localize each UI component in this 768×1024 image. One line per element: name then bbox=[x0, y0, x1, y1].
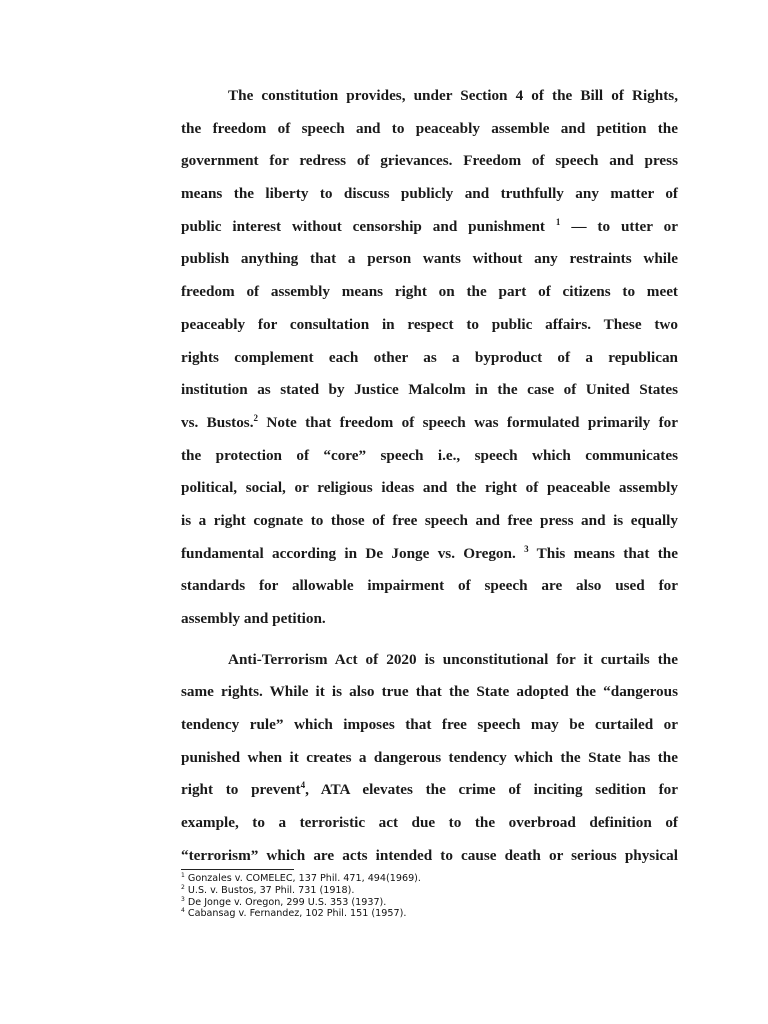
line-content bbox=[181, 576, 678, 596]
paragraph bbox=[181, 650, 678, 879]
footnote-number: 1 bbox=[181, 872, 185, 879]
text-segment: tendency rule” which imposes that free speech may be curtailed or bbox=[181, 716, 678, 734]
text-segment: Note that freedom of speech was formulated primarily for bbox=[258, 413, 678, 431]
footnote-reference[interactable]: 1 bbox=[555, 216, 561, 227]
line-content bbox=[181, 748, 678, 768]
body-text bbox=[181, 86, 678, 887]
line-content bbox=[181, 446, 678, 466]
line-content bbox=[181, 780, 678, 800]
text-line bbox=[181, 184, 678, 217]
text-segment: example, to a terroristic act due to the overbroad definition of bbox=[181, 814, 678, 832]
text-line bbox=[181, 86, 678, 119]
text-line bbox=[181, 576, 678, 609]
text-segment: — to utter or bbox=[560, 217, 678, 235]
line-content bbox=[181, 813, 678, 833]
text-segment: fundamental according in De Jonge vs. Oregon. bbox=[181, 544, 525, 562]
text-segment: vs. Bustos. bbox=[181, 413, 254, 431]
text-segment: freedom of assembly means right on the part of citizens to meet bbox=[181, 283, 678, 301]
line-content bbox=[181, 715, 678, 735]
footnotes bbox=[181, 873, 421, 920]
line-content bbox=[181, 315, 678, 335]
line-content bbox=[181, 184, 678, 204]
text-line bbox=[181, 609, 678, 642]
footnote-text: U.S. v. Bustos, 37 Phil. 731 (1918). bbox=[187, 884, 355, 896]
text-line bbox=[181, 650, 678, 683]
text-segment: government for redress of grievances. Freedom of speech and press bbox=[181, 152, 678, 170]
line-content bbox=[181, 380, 678, 400]
footnote-number: 3 bbox=[181, 895, 185, 903]
line-content bbox=[181, 413, 678, 433]
footnote-divider bbox=[181, 869, 294, 870]
text-segment: political, social, or religious ideas and the right of peaceable assembly bbox=[181, 479, 678, 497]
text-line bbox=[181, 478, 678, 511]
text-segment: , ATA elevates the crime of inciting sedition for bbox=[305, 781, 678, 799]
text-segment: The constitution provides, under Section 4 of the Bill of Rights, bbox=[228, 87, 678, 104]
line-content bbox=[228, 650, 678, 670]
text-line bbox=[181, 249, 678, 282]
text-line bbox=[181, 544, 678, 577]
text-line bbox=[181, 511, 678, 544]
text-segment: is a right cognate to those of free speech and free press and is equally bbox=[181, 511, 678, 529]
text-line bbox=[181, 413, 678, 446]
line-content bbox=[181, 282, 678, 302]
text-line bbox=[181, 348, 678, 381]
line-content bbox=[181, 348, 678, 368]
footnote bbox=[181, 873, 421, 885]
footnote bbox=[181, 885, 421, 897]
text-line bbox=[181, 748, 678, 781]
text-segment: peaceably for consultation in respect to public affairs. These two bbox=[181, 315, 678, 333]
text-line bbox=[181, 446, 678, 479]
footnote-text: Cabansag v. Fernandez, 102 Phil. 151 (1957). bbox=[187, 908, 407, 920]
line-content bbox=[228, 86, 678, 106]
text-segment: public interest without censorship and punishment bbox=[181, 217, 556, 235]
text-segment: institution as stated by Justice Malcolm in the case of United States bbox=[181, 381, 678, 399]
footnote-reference[interactable]: 3 bbox=[524, 543, 529, 554]
text-segment: the freedom of speech and to peaceably assemble and petition the bbox=[181, 119, 678, 137]
text-line bbox=[181, 217, 678, 250]
footnote-text: Gonzales v. COMELEC, 137 Phil. 471, 494(1969). bbox=[187, 873, 421, 884]
line-content bbox=[181, 151, 678, 171]
footnote-reference[interactable]: 2 bbox=[253, 412, 259, 423]
text-segment: punished when it creates a dangerous tendency which the State has the bbox=[181, 748, 678, 766]
text-line bbox=[181, 315, 678, 348]
footnote-number: 4 bbox=[181, 907, 185, 915]
line-content bbox=[181, 119, 678, 139]
footnote bbox=[181, 908, 421, 920]
text-segment: rights complement each other as a byproduct of a republican bbox=[181, 348, 678, 366]
line-content bbox=[181, 609, 678, 629]
text-line bbox=[181, 780, 678, 813]
footnote-number: 2 bbox=[181, 883, 185, 891]
text-segment: This means that the bbox=[528, 544, 678, 562]
text-segment: publish anything that a person wants without any restraints while bbox=[181, 250, 678, 268]
footnote-text: De Jonge v. Oregon, 299 U.S. 353 (1937). bbox=[187, 896, 387, 908]
text-segment: means the liberty to discuss publicly and truthfully any matter of bbox=[181, 185, 678, 203]
paragraph bbox=[181, 86, 678, 642]
text-line bbox=[181, 813, 678, 846]
footnote bbox=[181, 897, 421, 909]
line-content bbox=[181, 478, 678, 498]
text-segment: same rights. While it is also true that the State adopted the “dangerous bbox=[181, 683, 678, 701]
line-content bbox=[181, 249, 678, 269]
text-segment: Anti-Terrorism Act of 2020 is unconstitutional for it curtails the bbox=[228, 650, 678, 668]
line-content bbox=[181, 217, 678, 237]
text-segment: assembly and petition. bbox=[181, 610, 326, 627]
line-content bbox=[181, 544, 678, 564]
text-line bbox=[181, 682, 678, 715]
text-segment: the protection of “core” speech i.e., speech which communicates bbox=[181, 446, 678, 464]
footnote-reference[interactable]: 4 bbox=[300, 780, 306, 791]
line-content bbox=[181, 846, 678, 866]
text-line bbox=[181, 282, 678, 315]
text-line bbox=[181, 151, 678, 184]
text-segment: “terrorism” which are acts intended to cause death or serious physical bbox=[181, 846, 678, 864]
text-segment: standards for allowable impairment of speech are also used for bbox=[181, 577, 678, 595]
line-content bbox=[181, 682, 678, 702]
text-line bbox=[181, 119, 678, 152]
text-line bbox=[181, 715, 678, 748]
text-segment: right to prevent bbox=[181, 781, 301, 799]
line-content bbox=[181, 511, 678, 531]
text-line bbox=[181, 380, 678, 413]
